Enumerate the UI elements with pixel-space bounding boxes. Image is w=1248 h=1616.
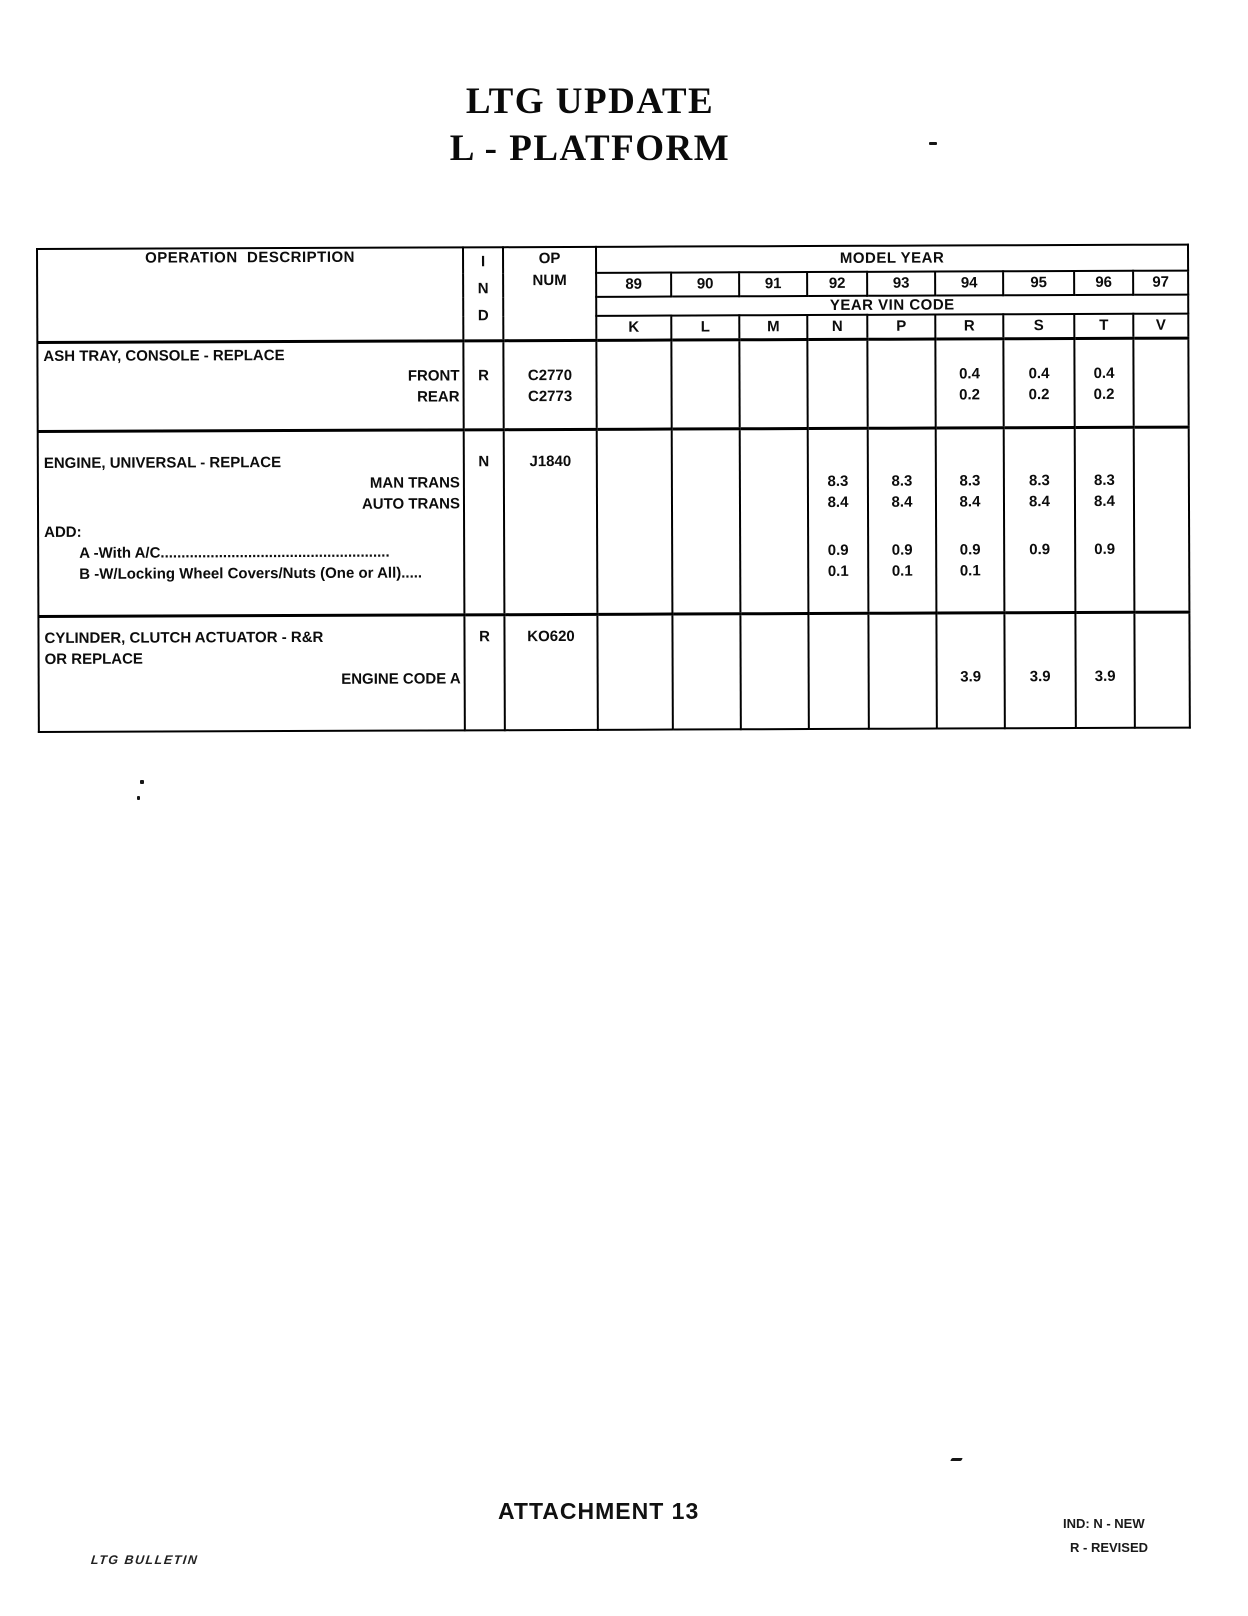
blank-line xyxy=(464,344,502,365)
vin-code-S: S xyxy=(1003,314,1074,339)
ind-letter: D xyxy=(477,307,489,325)
labor-time-value: 8.4 xyxy=(827,493,849,511)
blank-line xyxy=(1135,449,1188,470)
operation-line: FRONT xyxy=(407,367,460,385)
blank-line xyxy=(673,450,739,471)
blank-line xyxy=(465,472,503,493)
blank-line xyxy=(1135,384,1188,405)
blank-line xyxy=(870,646,936,667)
blank-line xyxy=(673,625,739,646)
year-header-89: 89 xyxy=(596,273,671,297)
blank-line xyxy=(673,471,739,492)
ind-letter: N xyxy=(477,280,489,298)
blank-line xyxy=(810,667,868,688)
blank-line xyxy=(597,365,670,386)
blank-line xyxy=(466,647,504,668)
blank-line xyxy=(672,343,738,364)
year-vin-code-header: YEAR VIN CODE xyxy=(596,295,1188,316)
labor-time-value: 0.9 xyxy=(1029,541,1051,559)
model-year-header: MODEL YEAR xyxy=(596,245,1188,273)
blank-line xyxy=(599,647,672,668)
blank-line xyxy=(936,342,1002,363)
blank-line xyxy=(598,472,671,493)
row-ash-tray-console-replace xyxy=(37,338,1188,431)
year-cell-96 xyxy=(1075,612,1134,728)
operation-description-cell xyxy=(38,615,464,732)
year-cell-94 xyxy=(936,613,1004,729)
blank-line xyxy=(1005,449,1074,470)
ind-letter: I xyxy=(480,253,486,271)
col-header-ind xyxy=(463,247,503,341)
year-cell-95 xyxy=(1003,339,1074,428)
blank-line xyxy=(741,471,807,492)
year-cell-89 xyxy=(597,614,672,730)
year-cell-97 xyxy=(1134,427,1190,612)
blank-line xyxy=(1005,560,1074,581)
labor-time-value: 0.4 xyxy=(1028,365,1050,383)
year-header-92: 92 xyxy=(807,272,867,296)
year-header-90: 90 xyxy=(671,272,739,296)
ind-cell xyxy=(464,615,504,731)
blank-line xyxy=(868,343,934,364)
year-cell-93 xyxy=(868,613,936,729)
labor-time-value: 0.9 xyxy=(891,541,913,559)
year-header-94: 94 xyxy=(935,271,1003,295)
labor-time-value: 0.9 xyxy=(959,541,981,559)
labor-time-value: 3.9 xyxy=(960,668,982,686)
op-num-word: OP xyxy=(538,249,561,268)
year-cell-92 xyxy=(808,428,869,613)
blank-line xyxy=(1135,518,1188,539)
blank-line xyxy=(466,668,504,689)
legend-line-new: IND: N - NEW xyxy=(1063,1516,1145,1531)
blank-line xyxy=(598,520,671,541)
year-header-97: 97 xyxy=(1133,271,1188,295)
labor-time-value: 0.9 xyxy=(827,541,849,559)
blank-line xyxy=(938,645,1004,666)
blank-line xyxy=(809,385,867,406)
blank-line xyxy=(741,450,807,471)
blank-line xyxy=(1076,449,1133,470)
blank-line xyxy=(673,519,739,540)
year-cell-97 xyxy=(1134,612,1189,728)
ind-value: R xyxy=(479,628,490,646)
blank-line xyxy=(598,562,671,583)
blank-line xyxy=(465,541,503,562)
blank-line xyxy=(673,492,739,513)
labor-time-value: 0.1 xyxy=(959,562,981,580)
labor-time-value: 8.3 xyxy=(1028,472,1050,490)
vin-code-N: N xyxy=(807,315,867,340)
blank-line xyxy=(1006,645,1075,666)
operation-line: ENGINE CODE A xyxy=(341,670,461,688)
year-cell-94 xyxy=(935,339,1003,428)
blank-line xyxy=(598,386,671,407)
ind-value: N xyxy=(478,453,490,471)
year-cell-89 xyxy=(596,340,671,429)
year-cell-90 xyxy=(672,429,741,614)
vin-code-R: R xyxy=(935,314,1003,339)
labor-time-value: 0.1 xyxy=(827,562,849,580)
vin-code-T: T xyxy=(1074,314,1133,339)
year-cell-93 xyxy=(868,428,937,613)
ind-cell xyxy=(464,430,505,615)
year-cell-90 xyxy=(672,614,740,730)
op-num-cell xyxy=(503,340,596,429)
op-num-value: KO620 xyxy=(527,627,575,646)
blank-line xyxy=(1134,342,1187,363)
op-num-cell xyxy=(504,614,597,730)
blank-line xyxy=(1134,363,1187,384)
blank-line xyxy=(1136,645,1189,666)
year-cell-91 xyxy=(739,340,807,429)
blank-line xyxy=(1135,624,1188,645)
op-num-word: NUM xyxy=(532,271,567,290)
vin-code-V: V xyxy=(1133,314,1188,339)
col-header-operation-description: OPERATION DESCRIPTION xyxy=(37,247,463,342)
blank-line xyxy=(937,624,1003,645)
blank-line xyxy=(1076,518,1133,539)
blank-line xyxy=(672,364,738,385)
blank-line xyxy=(465,520,503,541)
blank-line xyxy=(1005,624,1074,645)
year-header-93: 93 xyxy=(867,272,935,296)
op-num-cell xyxy=(504,429,598,614)
blank-line xyxy=(1077,645,1134,666)
bulletin-label: LTG BULLETIN xyxy=(90,1553,200,1567)
blank-line xyxy=(1136,666,1189,687)
ind-value: R xyxy=(478,367,489,385)
year-cell-94 xyxy=(936,428,1005,613)
operation-line: CYLINDER, CLUTCH ACTUATOR - R&R xyxy=(44,628,324,647)
year-cell-96 xyxy=(1075,427,1135,612)
labor-time-value: 8.3 xyxy=(891,472,913,490)
blank-line xyxy=(505,472,596,493)
labor-time-value: 0.4 xyxy=(1093,364,1115,382)
labor-time-value: 8.4 xyxy=(891,493,913,511)
year-cell-90 xyxy=(671,340,739,429)
op-num-value: C2770 xyxy=(527,366,573,385)
blank-line xyxy=(465,493,503,514)
year-cell-97 xyxy=(1133,338,1188,427)
blank-line xyxy=(740,343,806,364)
labor-time-value: 8.4 xyxy=(1094,492,1115,510)
row-engine-universal-replace xyxy=(38,427,1190,616)
labor-time-value: 8.3 xyxy=(959,472,981,490)
labor-time-value: 8.3 xyxy=(1093,471,1115,489)
blank-line xyxy=(505,562,596,583)
year-cell-93 xyxy=(867,339,935,428)
blank-line xyxy=(809,625,867,646)
col-header-op-num xyxy=(503,247,596,341)
row-cylinder-clutch-actuator-rr-or-replace xyxy=(38,612,1189,732)
legend-line-revised: R - REVISED xyxy=(1070,1540,1149,1555)
year-cell-95 xyxy=(1004,613,1075,729)
labor-time-value: 8.4 xyxy=(959,493,981,511)
blank-line xyxy=(598,451,671,472)
blank-line xyxy=(1135,470,1188,491)
year-header-95: 95 xyxy=(1003,271,1074,295)
labor-time-value: 0.4 xyxy=(959,365,980,383)
operation-line: OR REPLACE xyxy=(44,650,143,668)
op-num-value: C2773 xyxy=(527,387,573,406)
blank-line xyxy=(599,668,672,689)
ind-legend xyxy=(1063,1512,1148,1560)
operation-description-cell xyxy=(38,430,465,617)
labor-time-guide-table xyxy=(36,244,1191,733)
blank-line xyxy=(870,667,936,688)
blank-line xyxy=(674,646,740,667)
blank-line xyxy=(597,344,670,365)
blank-line xyxy=(598,626,671,647)
blank-line xyxy=(504,344,595,365)
blank-line xyxy=(741,385,807,406)
operation-description-cell xyxy=(37,341,463,432)
vin-code-P: P xyxy=(867,315,935,340)
blank-line xyxy=(1076,624,1133,645)
vin-code-K: K xyxy=(596,316,671,341)
blank-line xyxy=(809,450,867,471)
document-title xyxy=(0,78,1180,172)
scan-artifact-dash xyxy=(950,1458,963,1461)
blank-line xyxy=(598,493,671,514)
blank-line xyxy=(869,625,935,646)
labor-time-value: 8.3 xyxy=(827,472,849,490)
blank-line xyxy=(505,493,596,514)
blank-line xyxy=(673,561,739,582)
attachment-label: ATTACHMENT 13 xyxy=(498,1498,700,1524)
year-cell-96 xyxy=(1074,338,1133,427)
labor-time-value: 0.2 xyxy=(959,386,981,404)
blank-line xyxy=(741,540,807,561)
blank-line xyxy=(673,385,739,406)
blank-line xyxy=(742,667,808,688)
op-num-value: J1840 xyxy=(529,452,572,471)
blank-line xyxy=(1075,342,1132,363)
title-line-2: L - PLATFORM xyxy=(449,128,731,169)
blank-line xyxy=(810,646,868,667)
vin-code-L: L xyxy=(671,315,739,340)
operation-line: A -With A/C....................................................... xyxy=(79,543,390,562)
blank-line xyxy=(465,386,503,407)
blank-line xyxy=(465,562,503,583)
blank-line xyxy=(673,540,739,561)
blank-line xyxy=(1135,491,1188,512)
year-cell-92 xyxy=(807,339,867,428)
blank-line xyxy=(1135,539,1188,560)
blank-line xyxy=(741,519,807,540)
blank-line xyxy=(506,668,597,689)
blank-line xyxy=(937,449,1003,470)
blank-line xyxy=(1004,342,1073,363)
blank-line xyxy=(1005,518,1074,539)
blank-line xyxy=(869,519,935,540)
year-cell-92 xyxy=(808,613,868,729)
year-header-91: 91 xyxy=(739,272,807,296)
blank-line xyxy=(741,625,807,646)
scan-artifact-speck xyxy=(140,780,144,784)
labor-time-value: 0.2 xyxy=(1028,386,1050,404)
blank-line xyxy=(869,385,935,406)
blank-line xyxy=(674,667,740,688)
labor-time-value: 3.9 xyxy=(1029,668,1051,686)
year-cell-95 xyxy=(1004,428,1076,613)
labor-time-value: 8.4 xyxy=(1029,493,1050,511)
labor-time-value: 0.9 xyxy=(1094,540,1116,558)
operation-line: ENGINE, UNIVERSAL - REPLACE xyxy=(43,454,282,472)
operation-line: REAR xyxy=(417,388,460,406)
year-cell-91 xyxy=(740,429,809,614)
vin-code-M: M xyxy=(739,315,807,340)
blank-line xyxy=(937,518,1003,539)
blank-line xyxy=(741,561,807,582)
blank-line xyxy=(869,450,935,471)
blank-line xyxy=(868,364,934,385)
blank-line xyxy=(809,519,867,540)
operation-line: ASH TRAY, CONSOLE - REPLACE xyxy=(43,347,285,365)
blank-line xyxy=(740,364,806,385)
year-cell-91 xyxy=(740,614,808,730)
scan-artifact-dash xyxy=(929,142,937,145)
labor-time-value: 0.2 xyxy=(1093,385,1115,403)
operation-line: MAN TRANS xyxy=(369,474,460,492)
title-line-1: LTG UPDATE xyxy=(465,81,715,122)
year-cell-89 xyxy=(597,429,673,614)
blank-line xyxy=(742,646,808,667)
labor-time-value: 0.1 xyxy=(891,562,913,580)
labor-time-value: 3.9 xyxy=(1094,667,1116,685)
blank-line xyxy=(505,520,596,541)
blank-line xyxy=(505,541,596,562)
blank-line xyxy=(808,343,866,364)
operation-line: AUTO TRANS xyxy=(361,495,461,513)
blank-line xyxy=(1135,560,1188,581)
scan-artifact-speck xyxy=(137,796,140,800)
ind-cell xyxy=(463,341,503,430)
operation-line: ADD: xyxy=(44,523,82,541)
blank-line xyxy=(1076,560,1133,581)
blank-line xyxy=(808,364,866,385)
operation-line: B -W/Locking Wheel Covers/Nuts (One or All)..... xyxy=(79,564,423,583)
blank-line xyxy=(741,492,807,513)
year-header-96: 96 xyxy=(1074,271,1133,295)
blank-line xyxy=(598,541,671,562)
blank-line xyxy=(506,647,597,668)
